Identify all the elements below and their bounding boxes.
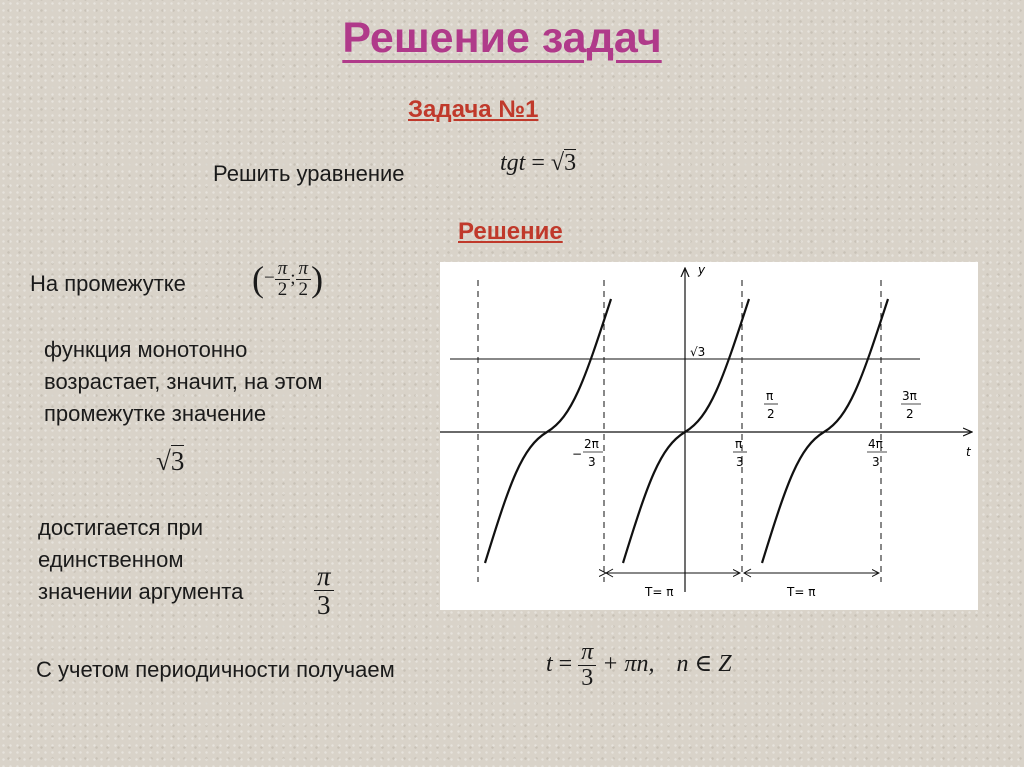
tick-num: 4π (868, 437, 883, 451)
paren-left: ( (252, 259, 264, 299)
tick-label-3pi-2 (901, 389, 921, 421)
tick-num: π (766, 389, 774, 403)
tick-num: 2π (584, 437, 599, 451)
interval-left-num: π (275, 259, 291, 280)
answer-eq: = (558, 651, 573, 678)
sqrt-symbol: √ (156, 446, 171, 476)
monotone-line-2: возрастает, значит, на этом (44, 369, 323, 394)
monotone-line-3: промежутке значение (44, 401, 267, 426)
interval-sep: ; (290, 267, 296, 289)
equation-eq: = (531, 150, 545, 176)
answer-den: 3 (581, 665, 594, 692)
monotone-line-1: функция монотонно (44, 337, 248, 362)
interval-expression (252, 258, 323, 300)
interval-left-sign: − (264, 267, 275, 289)
answer-var: t (546, 651, 553, 678)
final-answer (546, 640, 732, 691)
tick-label-pi-2 (764, 389, 778, 421)
tick-den: 3 (588, 455, 596, 469)
tick-den: 2 (906, 407, 914, 421)
sqrt3-radicand: 3 (170, 446, 185, 476)
periodicity-text: С учетом периодичности получаем (36, 657, 395, 682)
reached-line-3: значении аргумента (38, 579, 244, 604)
tick-label-neg-2pi-3 (572, 437, 603, 469)
sqrt3-axis-label: √3 (690, 345, 706, 359)
interval-right-num: π (296, 259, 312, 280)
tick-label-pi-3 (733, 437, 747, 469)
sqrt3-value (156, 446, 184, 477)
arg-fraction (314, 562, 334, 620)
answer-domain: n ∈ Z (676, 651, 732, 678)
equation-lhs: tgt (500, 150, 526, 176)
tick-den: 3 (736, 455, 744, 469)
answer-plus: + πn, (602, 651, 655, 678)
tangent-branch-2 (623, 299, 749, 563)
tick-den: 2 (767, 407, 775, 421)
tick-den: 3 (872, 455, 880, 469)
y-axis-label: y (698, 263, 706, 277)
equation-radicand: 3 (564, 150, 577, 176)
interval-label: На промежутке (30, 271, 186, 296)
page-title: Решение задач (342, 14, 662, 62)
tick-num: 3π (902, 389, 917, 403)
interval-right-den: 2 (298, 278, 309, 300)
tick-sign: − (572, 447, 583, 461)
reached-line-1: достигается при (38, 515, 204, 540)
tangent-branch-1 (485, 299, 611, 563)
reached-line-2: единственном (38, 547, 184, 572)
tick-num: π (735, 437, 743, 451)
equation (500, 150, 576, 177)
period-label-1: T= π (645, 585, 674, 599)
sqrt-symbol: √ (550, 150, 565, 176)
arg-den: 3 (317, 590, 331, 621)
tangent-graph (440, 262, 978, 610)
paren-right: ) (311, 259, 324, 299)
monotone-text (44, 334, 322, 430)
period-label-2: T= π (787, 585, 816, 599)
tick-label-4pi-3 (867, 437, 887, 469)
reached-text (38, 512, 243, 608)
interval-left-den: 2 (277, 278, 288, 300)
task-statement: Решить уравнение (213, 161, 405, 186)
task-heading: Задача №1 (408, 96, 539, 123)
tangent-graph-svg (440, 262, 978, 610)
answer-num: π (578, 640, 596, 666)
tangent-branch-3 (762, 299, 888, 563)
solution-heading: Решение (458, 218, 563, 245)
arg-num: π (314, 562, 334, 591)
x-axis-label: t (966, 445, 971, 459)
